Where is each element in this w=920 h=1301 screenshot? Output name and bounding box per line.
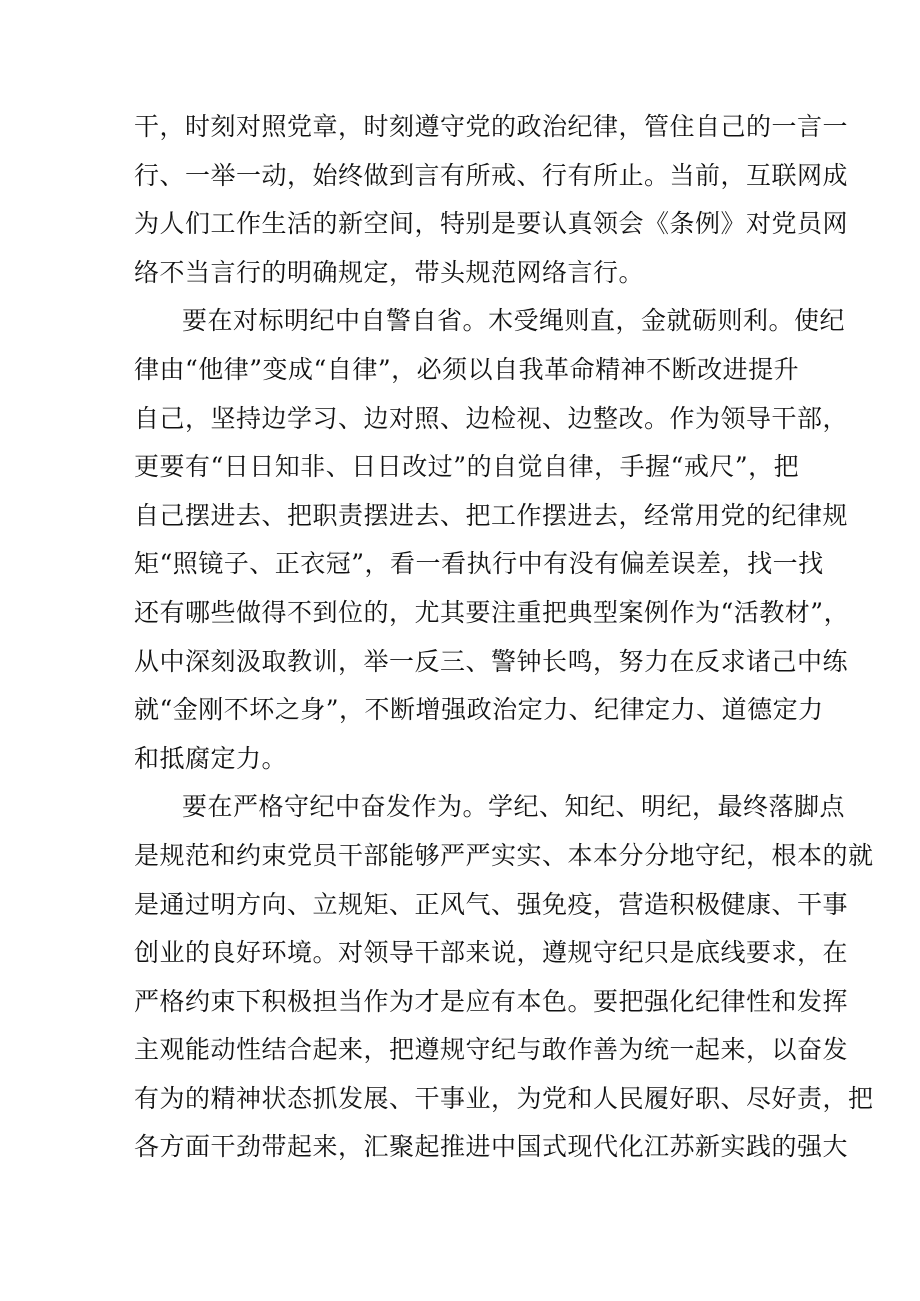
text-line: 行、一举一动，始终做到言有所戒、行有所止。当前，互联网成: [134, 160, 849, 190]
text-line: 自己，坚持边学习、边对照、边检视、边整改。作为领导干部，: [134, 403, 849, 433]
paragraph-first-line: 要在对标明纪中自警自省。木受绳则直，金就砺则利。使纪: [182, 306, 846, 336]
text-line: 为人们工作生活的新空间，特别是要认真领会《条例》对党员网: [134, 209, 849, 239]
text-line: 各方面干劲带起来，汇聚起推进中国式现代化江苏新实践的强大: [134, 1132, 849, 1162]
text-line: 律由“他律”变成“自律”，必须以自我革命精神不断改进提升: [134, 354, 800, 384]
text-line: 主观能动性结合起来，把遵规守纪与敢作善为统一起来，以奋发: [134, 1035, 849, 1065]
document-body: [134, 103, 874, 1172]
paragraph-first-line: 要在严格守纪中奋发作为。学纪、知纪、明纪，最终落脚点: [182, 792, 846, 822]
text-line: 从中深刻汲取教训，举一反三、警钟长鸣，努力在反求诸己中练: [134, 646, 849, 676]
text-line: 是规范和约束党员干部能够严严实实、本本分分地守纪，根本的就: [134, 840, 874, 870]
text-line: 自己摆进去、把职责摆进去、把工作摆进去，经常用党的纪律规: [134, 500, 849, 530]
text-line: 干，时刻对照党章，时刻遵守党的政治纪律，管住自己的一言一: [134, 112, 849, 141]
text-line: 还有哪些做得不到位的，尤其要注重把典型案例作为“活教材”，: [134, 597, 850, 627]
text-line: 严格约束下积极担当作为才是应有本色。要把强化纪律性和发挥: [134, 986, 849, 1016]
text-line: 有为的精神状态抓发展、干事业，为党和人民履好职、尽好责，把: [134, 1083, 874, 1113]
text-line: 就“金刚不坏之身”，不断增强政治定力、纪律定力、道德定力: [134, 695, 824, 725]
text-line: 和抵腐定力。: [134, 743, 288, 773]
text-line: 是通过明方向、立规矩、正风气、强免疫，营造积极健康、干事: [134, 889, 849, 919]
text-line: 矩“照镜子、正衣冠”，看一看执行中有没有偏差误差，找一找: [134, 549, 824, 579]
text-line: 创业的良好环境。对领导干部来说，遵规守纪只是底线要求，在: [134, 938, 849, 968]
text-line: 更要有“日日知非、日日改过”的自觉自律，手握“戒尺”，把: [134, 452, 800, 482]
text-line: 络不当言行的明确规定，带头规范网络言行。: [134, 257, 645, 287]
